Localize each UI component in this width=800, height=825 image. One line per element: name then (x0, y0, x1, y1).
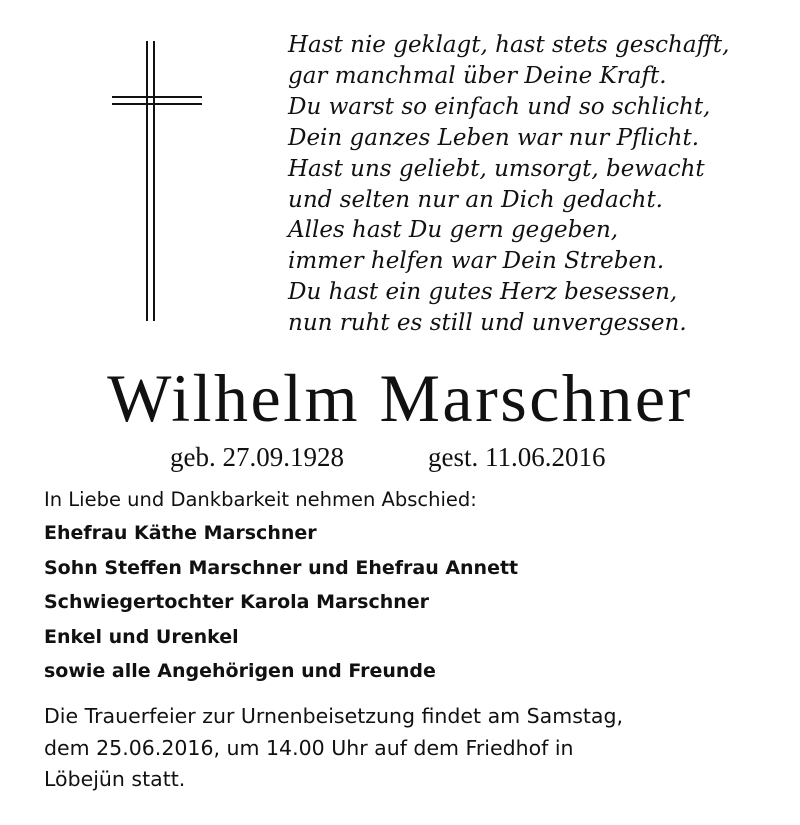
poem-line: Dein ganzes Leben war nur Pflicht. (288, 124, 700, 151)
cross-vertical-right (153, 41, 155, 321)
mourner-entry: Sohn Steffen Marschner und Ehefrau Annett (44, 556, 519, 579)
service-line: Die Trauerfeier zur Urnenbeisetzung findet am Samstag, (44, 704, 624, 728)
poem-line: und selten nur an Dich gedacht. (288, 186, 663, 213)
cross-vertical-left (146, 41, 148, 321)
poem-line: immer helfen war Dein Streben. (288, 248, 665, 275)
mourner-entry: Schwiegertochter Karola Marschner (44, 591, 430, 613)
memorial-poem (288, 30, 778, 339)
poem-line: Du warst so einfach und so schlicht, (288, 93, 711, 120)
cross-horizontal-top (112, 96, 202, 98)
mourner-entry: Enkel und Urenkel (44, 625, 239, 648)
poem-line: nun ruht es still und unvergessen. (288, 310, 687, 337)
poem-line: Du hast ein gutes Herz besessen, (288, 279, 678, 306)
death-date: gest. 11.06.2016 (428, 442, 606, 472)
funeral-service-info (44, 701, 784, 796)
service-line: dem 25.06.2016, um 14.00 Uhr auf dem Friedhof in (44, 735, 574, 760)
poem-line: Alles hast Du gern gegeben, (288, 217, 619, 244)
deceased-name: Wilhelm Marschner (107, 360, 693, 436)
poem-line: gar manchmal über Deine Kraft. (288, 62, 667, 89)
farewell-intro: In Liebe und Dankbarkeit nehmen Abschied: (44, 488, 477, 511)
poem-line: Hast nie geklagt, hast stets geschafft, (288, 32, 730, 58)
mourner-entry: Ehefrau Käthe Marschner (44, 522, 317, 544)
mourner-entry: sowie alle Angehörigen und Freunde (44, 660, 436, 682)
mourners-list (44, 516, 518, 689)
poem-line: Hast uns geliebt, umsorgt, bewacht (288, 155, 705, 182)
service-line: Löbejün statt. (44, 767, 186, 791)
cross-horizontal-bottom (112, 103, 202, 105)
cross-icon (112, 41, 202, 321)
birth-date: geb. 27.09.1928 (170, 442, 344, 472)
